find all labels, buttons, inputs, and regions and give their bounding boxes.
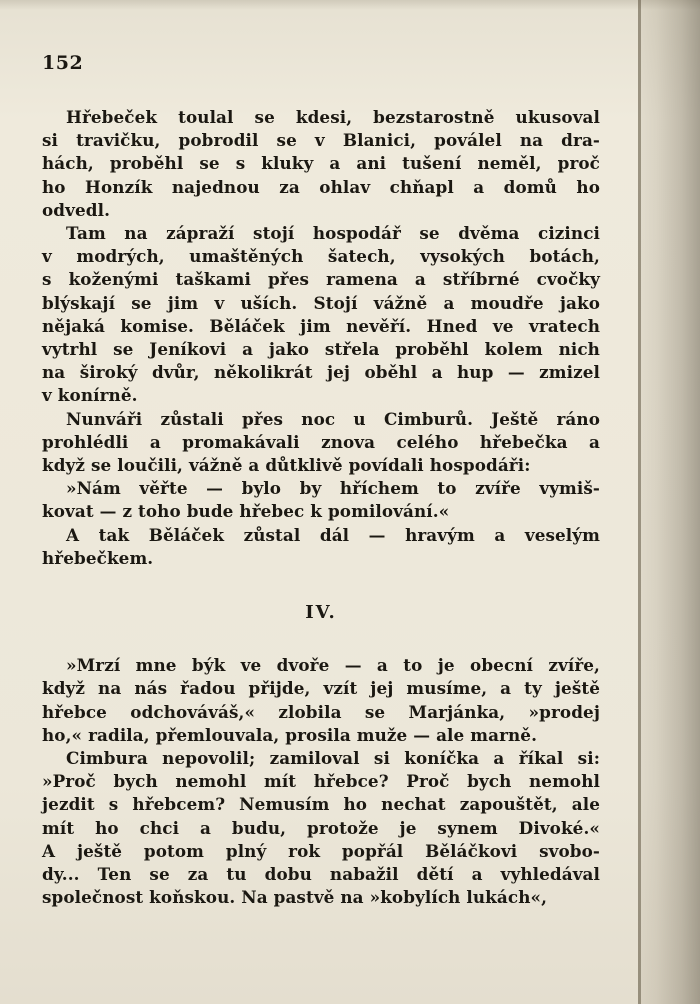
paragraph xyxy=(42,747,600,909)
text-line: Cimbura nepovolil; zamiloval si koníčka a říkal si: xyxy=(66,748,600,769)
text-line: »Nám věřte — bylo by hříchem to zvíře vymiš- xyxy=(66,478,600,499)
text-line: nějaká komise. Běláček jim nevěří. Hned ve vratech xyxy=(42,315,600,336)
text-line: mít ho chci a budu, protože je synem Divoké.« xyxy=(42,817,600,838)
paragraph xyxy=(42,524,600,570)
text-line: A ještě potom plný rok popřál Běláčkovi svobo- xyxy=(42,840,600,861)
text-line: si travičku, pobrodil se v Blanici, poválel na dra- xyxy=(42,130,600,151)
text-line: blýskají se jim v uších. Stojí vážně a moudře jako xyxy=(42,292,600,313)
text-line: ho,« radila, přemlouvala, prosila muže — ale marně. xyxy=(42,724,538,745)
paragraph xyxy=(42,106,600,222)
text-line: na široký dvůr, několikrát jej oběhl a hup — zmizel xyxy=(42,362,600,383)
text-line: když se loučili, vážně a důtklivě povídali hospodáři: xyxy=(42,455,531,476)
text-line: ho Honzík najednou za ohlav chňapl a domů ho xyxy=(42,176,600,197)
page-top-shadow xyxy=(0,0,700,10)
text-line: Nunváři zůstali přes noc u Cimburů. Ještě ráno xyxy=(66,408,600,429)
page-number: 152 xyxy=(42,52,84,74)
text-line: když na nás řadou přijde, vzít jej musíme, a ty ještě xyxy=(42,678,600,699)
text-line: v konírně. xyxy=(42,385,138,406)
text-line: kovat — z toho bude hřebec k pomilování.« xyxy=(42,501,450,522)
text-line: dy... Ten se za tu dobu nabažil dětí a vyhledával xyxy=(42,864,600,885)
page-binding-shadow xyxy=(638,0,700,1004)
text-line: vytrhl se Jeníkovi a jako střela proběhl kolem nich xyxy=(42,339,600,360)
text-line: hřebečkem. xyxy=(42,547,154,568)
text-line: hřebce odchováváš,« zlobila se Marjánka, »prodej xyxy=(42,701,600,722)
text-line: společnost koňskou. Na pastvě na »kobylích lukách«, xyxy=(42,887,548,908)
section-heading: IV. xyxy=(305,602,337,624)
text-line: v modrých, umaštěných šatech, vysokých botách, xyxy=(42,246,600,267)
text-line: »Proč bych nemohl mít hřebce? Proč bych nemohl xyxy=(42,771,600,792)
text-line: jezdit s hřebcem? Nemusím ho nechat zapouštět, ale xyxy=(42,794,600,815)
text-line: hách, proběhl se s kluky a ani tušení neměl, proč xyxy=(42,153,600,174)
text-line: odvedl. xyxy=(42,199,111,220)
text-line: »Mrzí mne býk ve dvoře — a to je obecní zvíře, xyxy=(66,655,600,676)
text-line: prohlédli a promakávali znova celého hřebečka a xyxy=(42,431,600,452)
text-line: Tam na zápraží stojí hospodář se dvěma cizinci xyxy=(66,223,600,244)
text-line: Hřebeček toulal se kdesi, bezstarostně ukusoval xyxy=(66,107,600,127)
paragraph xyxy=(42,408,600,478)
page-binding-line xyxy=(638,0,641,1004)
paragraph xyxy=(42,654,600,747)
text-line: s koženými taškami přes ramena a stříbrné cvočky xyxy=(42,269,600,290)
body-text xyxy=(42,106,600,910)
text-line: A tak Běláček zůstal dál — hravým a veselým xyxy=(66,524,600,545)
paragraph xyxy=(42,222,600,408)
paragraph xyxy=(42,477,600,523)
